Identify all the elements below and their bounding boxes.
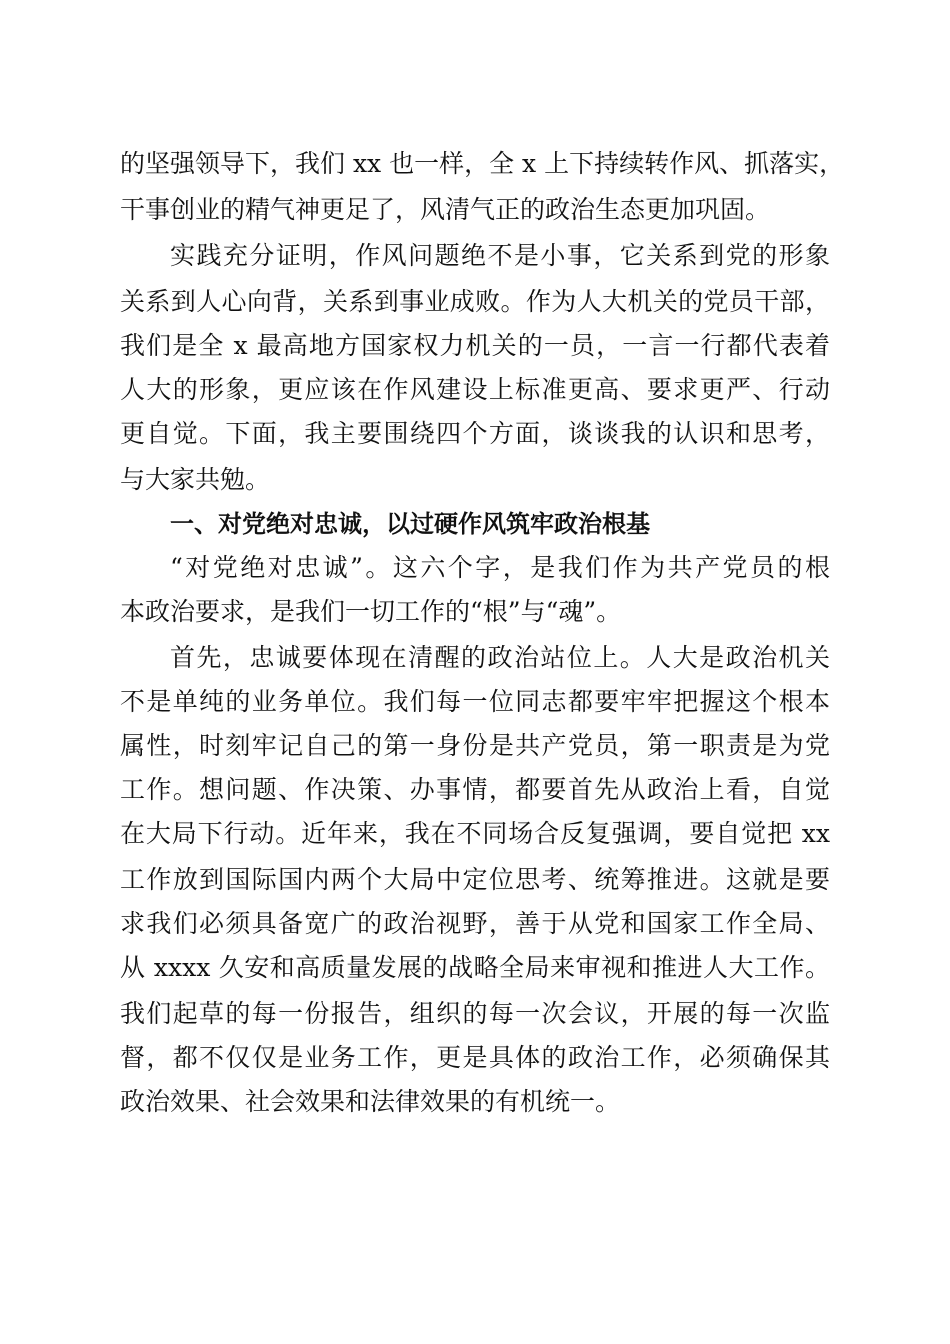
body-line: 更自觉。下面，我主要围绕四个方面，谈谈我的认识和思考， [120, 419, 830, 448]
body-line: 政治效果、社会效果和法律效果的有机统一。 [120, 1087, 621, 1116]
body-line: 本政治要求，是我们一切工作的“根”与“魂”。 [120, 597, 622, 626]
body-line: 从 xxxx 久安和高质量发展的战略全局来审视和推进人大工作。 [120, 953, 830, 982]
body-line: 关系到人心向背，关系到事业成败。作为人大机关的党员干部， [120, 287, 830, 316]
body-line: 属性，时刻牢记自己的第一身份是共产党员，第一职责是为党 [120, 731, 830, 760]
body-line: 工作放到国际国内两个大局中定位思考、统筹推进。这就是要 [120, 865, 830, 894]
body-line: 我们是全 x 最高地方国家权力机关的一员，一言一行都代表着 [120, 331, 830, 360]
section-heading: 一、对党绝对忠诚，以过硬作风筑牢政治根基 [170, 510, 650, 538]
body-line: 求我们必须具备宽广的政治视野，善于从党和国家工作全局、 [120, 909, 830, 938]
body-line: 不是单纯的业务单位。我们每一位同志都要牢牢把握这个根本 [120, 687, 830, 716]
body-line: 与大家共勉。 [120, 465, 271, 494]
body-line: 实践充分证明，作风问题绝不是小事，它关系到党的形象 [170, 241, 830, 270]
body-line: 在大局下行动。近年来，我在不同场合反复强调，要自觉把 xx [120, 819, 830, 848]
body-line: 工作。想问题、作决策、办事情，都要首先从政治上看，自觉 [120, 775, 830, 804]
body-line: 干事创业的精气神更足了，风清气正的政治生态更加巩固。 [120, 195, 771, 224]
body-line: 我们起草的每一份报告，组织的每一次会议，开展的每一次监 [120, 999, 830, 1028]
body-line: 人大的形象，更应该在作风建设上标准更高、要求更严、行动 [120, 375, 830, 404]
body-line: 的坚强领导下，我们 xx 也一样，全 x 上下持续转作风、抓落实， [120, 149, 845, 178]
body-line: “对党绝对忠诚”。这六个字，是我们作为共产党员的根 [170, 553, 830, 582]
body-line: 督，都不仅仅是业务工作，更是具体的政治工作，必须确保其 [120, 1043, 830, 1072]
body-line: 首先，忠诚要体现在清醒的政治站位上。人大是政治机关 [170, 643, 830, 672]
